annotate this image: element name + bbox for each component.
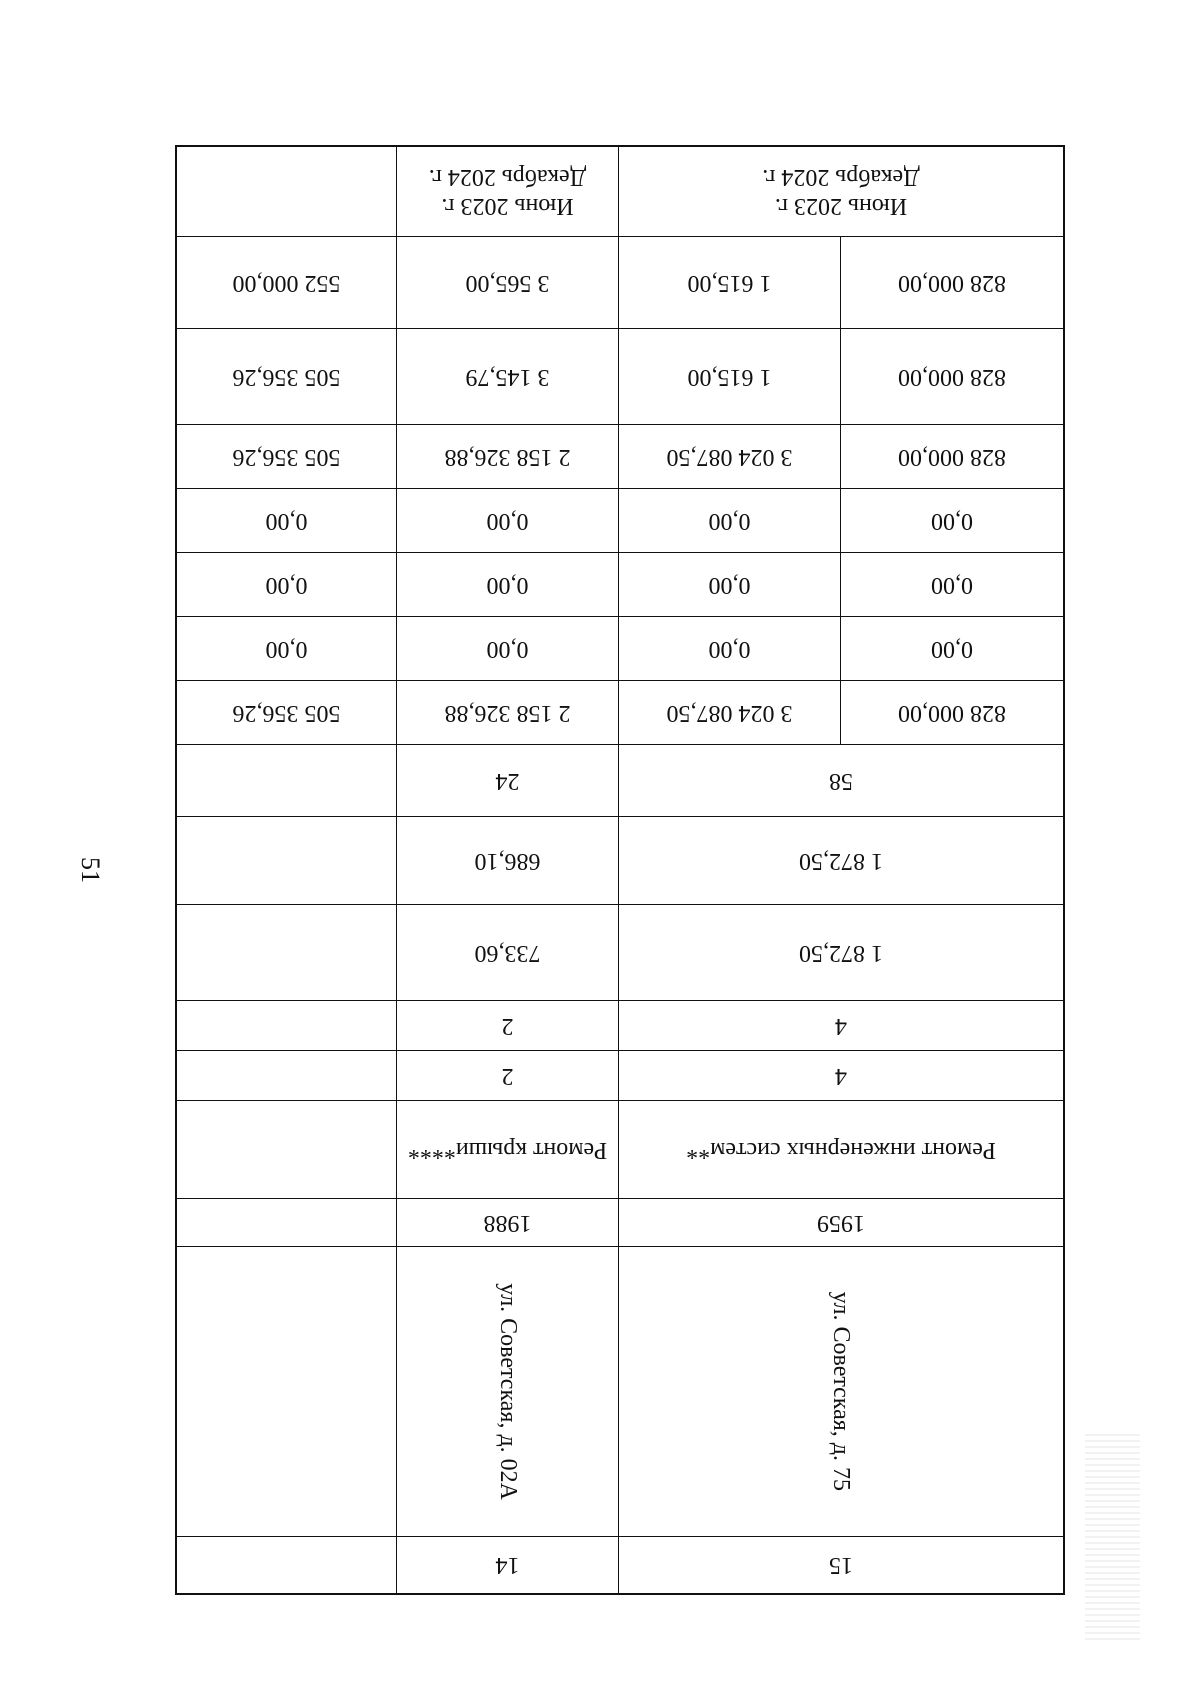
cell-money: 0,00 bbox=[931, 635, 973, 662]
cell-money: 0,00 bbox=[177, 617, 397, 680]
cell-year-15: 1959 bbox=[817, 1209, 865, 1236]
cell-money: 0,00 bbox=[177, 553, 397, 616]
table-row-area-a bbox=[177, 905, 1063, 1001]
table-row-money bbox=[177, 681, 1063, 745]
table-header-row bbox=[177, 147, 1063, 237]
cell-money: 2 158 326,88 bbox=[397, 425, 619, 488]
cell-count-15: 4 bbox=[835, 1062, 847, 1089]
cell-money: 505 356,26 bbox=[177, 425, 397, 488]
cell-count-14: 2 bbox=[397, 1051, 619, 1100]
cell-money: 0,00 bbox=[931, 507, 973, 534]
cell-money: 828 000,00 bbox=[898, 699, 1006, 726]
table-row-money bbox=[177, 237, 1063, 329]
cell-money: 552 000,00 bbox=[177, 237, 397, 328]
cell-row-number-14: 14 bbox=[397, 1537, 619, 1593]
cell-residents-15: 58 bbox=[829, 767, 853, 794]
rotated-data-table bbox=[175, 145, 1065, 1595]
table-row-residents bbox=[177, 745, 1063, 817]
cell-money: 0,00 bbox=[931, 571, 973, 598]
table-row-count-a bbox=[177, 1051, 1063, 1101]
cell-money: 3 145,79 bbox=[397, 329, 619, 424]
cell-empty bbox=[177, 1001, 397, 1050]
cell-address-15: ул. Советская, д. 75 bbox=[828, 1291, 855, 1492]
cell-money: 3 565,00 bbox=[397, 237, 619, 328]
page-number: 51 bbox=[76, 857, 105, 883]
cell-empty bbox=[177, 1051, 397, 1100]
table-row-money bbox=[177, 489, 1063, 553]
table-row-work-type bbox=[177, 1101, 1063, 1199]
table-row-money bbox=[177, 425, 1063, 489]
cell-money: 1 615,00 bbox=[619, 237, 841, 328]
cell-residents-14: 24 bbox=[397, 745, 619, 816]
cell-area-15: 1 872,50 bbox=[799, 847, 883, 874]
table-row-address bbox=[177, 1247, 1063, 1537]
cell-empty bbox=[177, 817, 397, 904]
cell-empty bbox=[177, 1247, 397, 1536]
cell-area-14: 686,10 bbox=[397, 817, 619, 904]
table-row-area-b bbox=[177, 817, 1063, 905]
cell-address-14: ул. Советская, д. 02А bbox=[397, 1247, 619, 1536]
table-row-number bbox=[177, 1537, 1063, 1593]
cell-area-15: 1 872,50 bbox=[799, 939, 883, 966]
header-period-left: Июнь 2023 г. Декабрь 2024 г. bbox=[762, 164, 920, 220]
cell-money: 0,00 bbox=[619, 617, 841, 680]
table-row-money bbox=[177, 617, 1063, 681]
cell-money: 828 000,00 bbox=[898, 363, 1006, 390]
cell-money: 0,00 bbox=[619, 489, 841, 552]
cell-empty bbox=[177, 745, 397, 816]
cell-count-15: 4 bbox=[835, 1012, 847, 1039]
cell-money: 0,00 bbox=[177, 489, 397, 552]
cell-area-14: 733,60 bbox=[397, 905, 619, 1000]
cell-money: 0,00 bbox=[397, 617, 619, 680]
cell-money: 0,00 bbox=[397, 553, 619, 616]
header-period-mid: Июнь 2023 г. Декабрь 2024 г. bbox=[397, 147, 619, 236]
table-row-count-b bbox=[177, 1001, 1063, 1051]
cell-empty bbox=[177, 1537, 397, 1593]
cell-money: 2 158 326,88 bbox=[397, 681, 619, 744]
cell-money: 3 024 087,50 bbox=[619, 681, 841, 744]
cell-count-14: 2 bbox=[397, 1001, 619, 1050]
table-row-money bbox=[177, 329, 1063, 425]
cell-work-type-14: Ремонт крыши**** bbox=[397, 1101, 619, 1198]
scan-artifact bbox=[1085, 1430, 1140, 1640]
cell-money: 1 615,00 bbox=[619, 329, 841, 424]
cell-work-type-15: Ремонт инженерных систем** bbox=[686, 1136, 996, 1163]
cell-money: 0,00 bbox=[619, 553, 841, 616]
header-empty bbox=[177, 147, 397, 236]
cell-money: 0,00 bbox=[397, 489, 619, 552]
cell-money: 505 356,26 bbox=[177, 681, 397, 744]
cell-money: 3 024 087,50 bbox=[619, 425, 841, 488]
cell-empty bbox=[177, 1199, 397, 1246]
cell-money: 505 356,26 bbox=[177, 329, 397, 424]
cell-empty bbox=[177, 905, 397, 1000]
cell-empty bbox=[177, 1101, 397, 1198]
cell-money: 828 000,00 bbox=[898, 443, 1006, 470]
table-row-year bbox=[177, 1199, 1063, 1247]
table-row-money bbox=[177, 553, 1063, 617]
cell-money: 828 000,00 bbox=[898, 269, 1006, 296]
cell-year-14: 1988 bbox=[397, 1199, 619, 1246]
cell-row-number-15: 15 bbox=[829, 1552, 853, 1579]
